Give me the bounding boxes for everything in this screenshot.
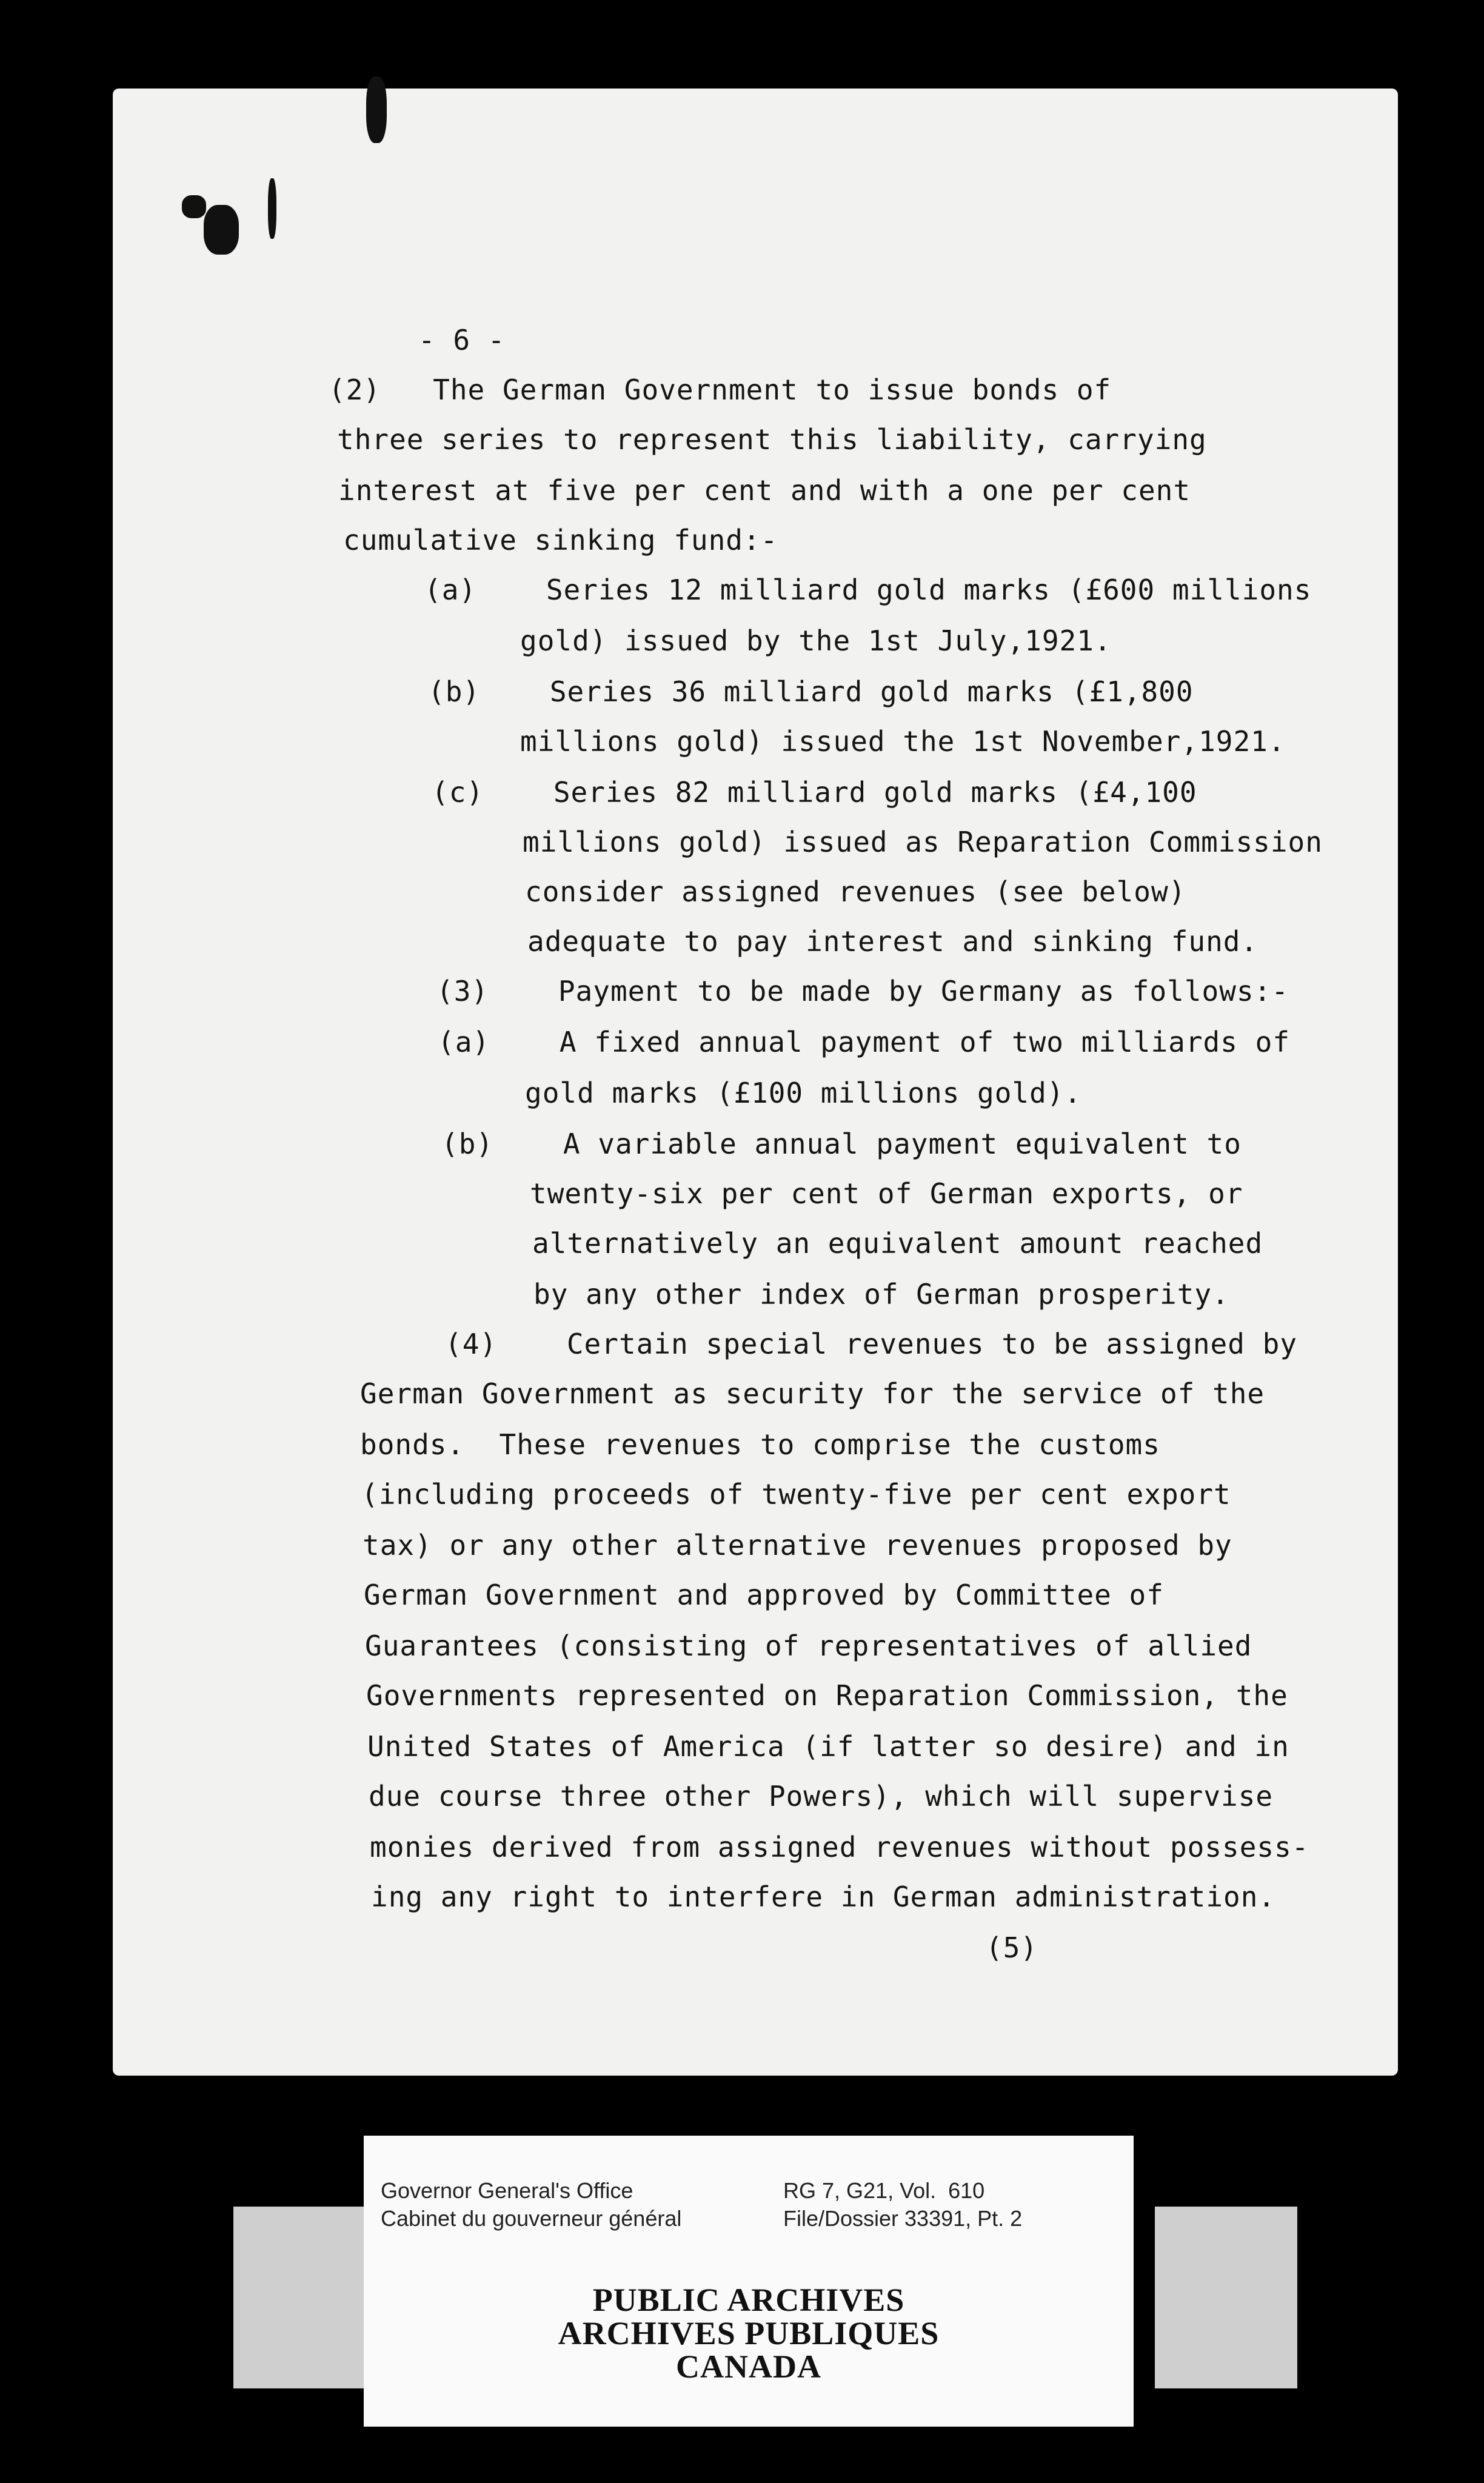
document-line: interest at five per cent and with a one per cent <box>338 474 1191 507</box>
document-line: bonds. These revenues to comprise the customs <box>360 1428 1160 1461</box>
ink-blot <box>204 205 239 255</box>
document-line: (5) <box>986 1931 1038 1964</box>
document-line: (2) The German Government to issue bonds of <box>329 373 1112 406</box>
document-line: alternatively an equivalent amount reached <box>532 1227 1263 1260</box>
document-line: millions gold) issued as Reparation Commission <box>523 826 1323 858</box>
archive-file: File/Dossier 33391, Pt. 2 <box>783 2206 1023 2231</box>
document-page <box>113 89 1398 2076</box>
label-strip-right <box>1155 2207 1297 2388</box>
document-line: German Government and approved by Committee of <box>364 1579 1164 1611</box>
document-line: three series to represent this liability, carrying <box>337 423 1207 456</box>
document-line: by any other index of German prosperity. <box>533 1278 1229 1311</box>
document-line: Governments represented on Reparation Commission, the <box>366 1679 1288 1712</box>
ink-blot <box>268 178 276 239</box>
document-line: (c) Series 82 milliard gold marks (£4,100 <box>432 776 1197 809</box>
document-line: gold marks (£100 millions gold). <box>525 1077 1082 1109</box>
document-line: due course three other Powers), which will supervise <box>369 1780 1274 1813</box>
document-line: monies derived from assigned revenues without possess- <box>370 1831 1309 1863</box>
document-line: Guarantees (consisting of representatives of allied <box>365 1629 1252 1662</box>
document-line: adequate to pay interest and sinking fund. <box>527 925 1258 958</box>
document-line: (b) Series 36 milliard gold marks (£1,800 <box>428 675 1194 708</box>
document-line: German Government as security for the service of the <box>360 1377 1265 1410</box>
office-name-fr: Cabinet du gouverneur général <box>381 2206 682 2231</box>
document-line: (including proceeds of twenty-five per cent export <box>361 1478 1231 1511</box>
document-line: (3) Payment to be made by Germany as follows:- <box>436 975 1289 1008</box>
document-line: ing any right to interfere in German administration. <box>371 1880 1276 1913</box>
ink-blot <box>182 195 206 218</box>
archive-reference: RG 7, G21, Vol. 610 <box>783 2178 985 2203</box>
document-line: tax) or any other alternative revenues proposed by <box>363 1529 1232 1562</box>
page-number: - 6 - <box>418 324 506 356</box>
stamp-line-2: ARCHIVES PUBLIQUES <box>558 2315 940 2351</box>
stamp-line-3: CANADA <box>676 2348 821 2385</box>
document-line: consider assigned revenues (see below) <box>525 875 1186 908</box>
document-line: (a) Series 12 milliard gold marks (£600 millions <box>424 573 1312 606</box>
document-line: United States of America (if latter so desire) and in <box>367 1730 1289 1763</box>
document-line: (4) Certain special revenues to be assigned by <box>445 1328 1298 1360</box>
document-line: millions gold) issued the 1st November,1921. <box>520 725 1286 758</box>
document-line: twenty-six per cent of German exports, or <box>530 1177 1243 1210</box>
archive-label <box>364 2136 1134 2427</box>
stamp-line-1: PUBLIC ARCHIVES <box>592 2282 905 2318</box>
label-strip-left <box>233 2207 373 2388</box>
document-line: (a) A fixed annual payment of two milliards of <box>438 1026 1291 1058</box>
document-line: gold) issued by the 1st July,1921. <box>520 624 1112 657</box>
ink-blot <box>366 76 387 143</box>
document-line: (b) A variable annual payment equivalent to <box>441 1128 1242 1160</box>
office-name-en: Governor General's Office <box>381 2178 633 2203</box>
document-line: cumulative sinking fund:- <box>343 524 778 556</box>
